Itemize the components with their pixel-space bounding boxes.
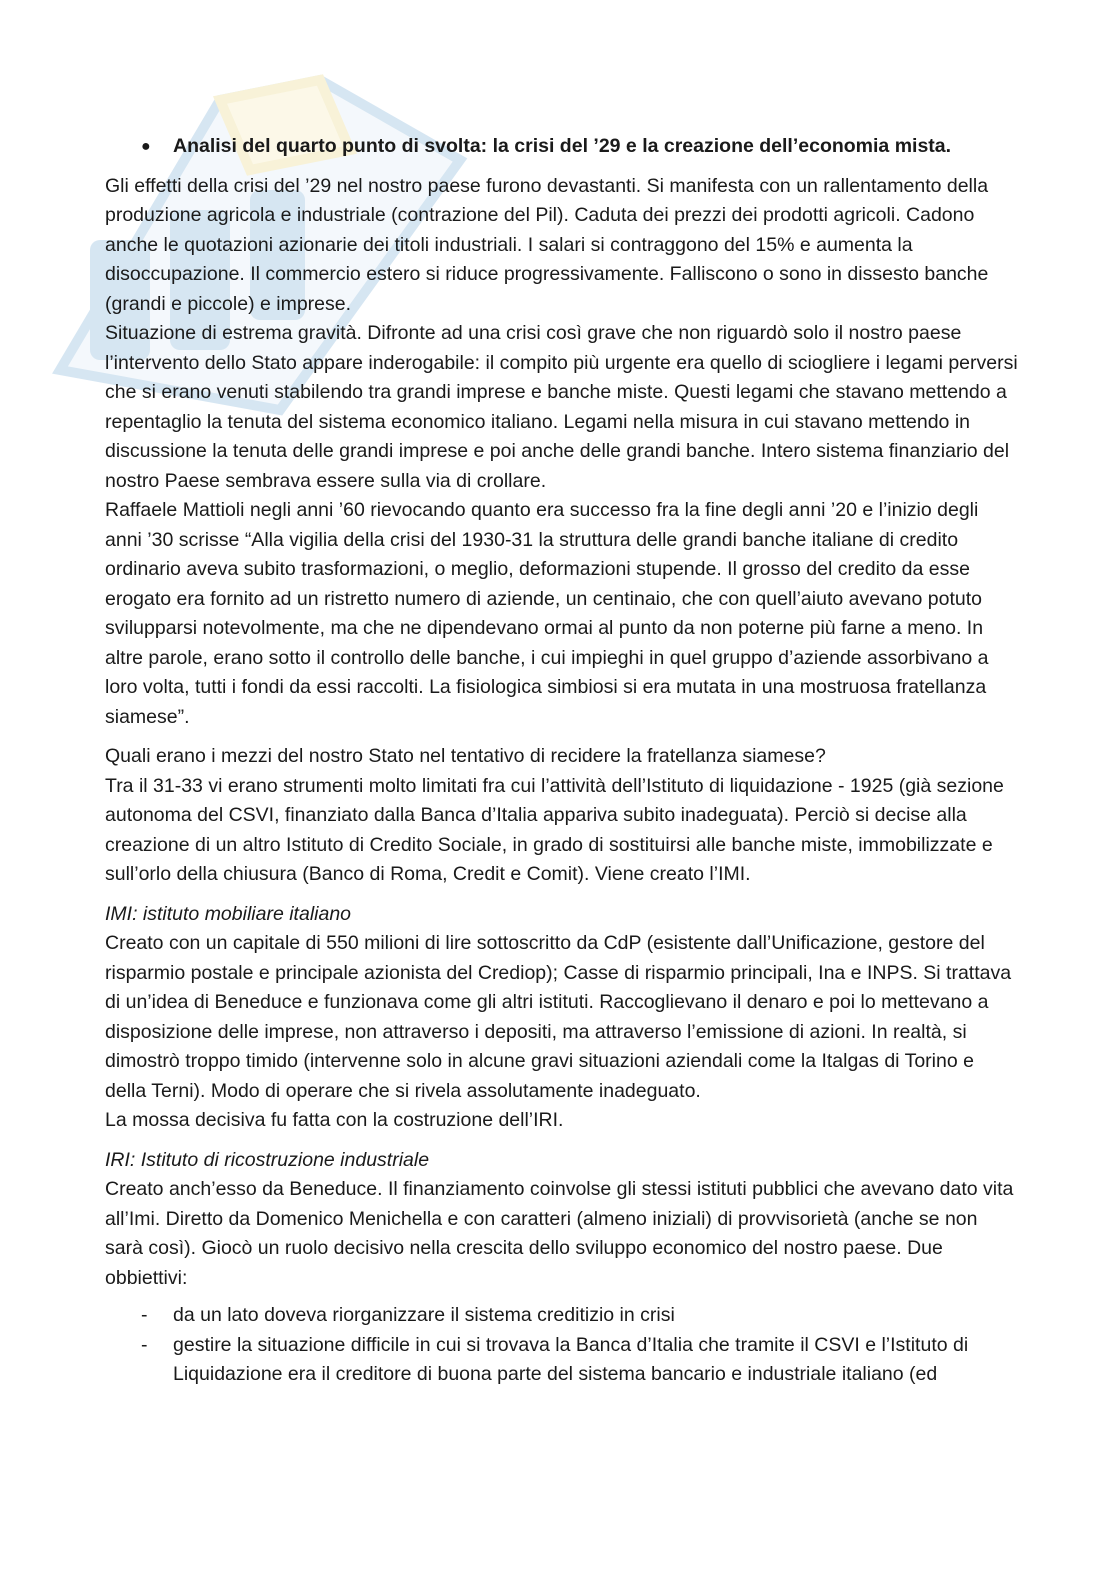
list-item-text: gestire la situazione difficile in cui si trovava la Banca d’Italia che tramite il CSVI e l’Istituto di Liquidazione era il creditore di buona parte del sistema bancario e industriale italiano (ed: [173, 1333, 969, 1385]
dash-icon: -: [141, 1333, 148, 1356]
bullet-icon: ●: [141, 138, 151, 155]
iri-paragraph: Creato anch’esso da Beneduce. Il finanziamento coinvolse gli stessi istituti pubblici che avevano dato vita all’Imi. Diretto da Domenico Menichella e con caratteri (almeno iniziali) di provvisorietà (anche se non sarà così). Giocò un ruolo decisivo nella crescita dello sviluppo economico del nostro paese. Due obbiettivi:: [105, 1178, 1014, 1289]
list-item-text: da un lato doveva riorganizzare il sistema creditizio in crisi: [173, 1304, 675, 1326]
paragraph-situation: Situazione di estrema gravità. Difronte ad una crisi così grave che non riguardò solo il nostro paese l’intervento dello Stato appare inderogabile: il compito più urgente era quello di sciogliere i legami perversi che si erano venuti stabilendo tra grandi imprese e banche miste. Questi legami che stavano mettendo a repentaglio la tenuta del sistema economico italiano. Legami nella misura in cui stavano mettendo in discussione la tenuta delle grandi imprese e poi anche delle grandi banche. Intero sistema finanziario del nostro Paese sembrava essere sulla via di crollare.: [105, 322, 1018, 492]
document-page: [105, 132, 1020, 1390]
paragraph-effects: Gli effetti della crisi del ’29 nel nostro paese furono devastanti. Si manifesta con un rallentamento della produzione agricola e industriale (contrazione del Pil). Caduta dei prezzi dei prodotti agricoli. Cadono anche le quotazioni azionarie dei titoli industriali. I salari si contraggono del 15% e aumenta la disoccupazione. Il commercio estero si riduce progressivamente. Falliscono o sono in dissesto banche (grandi e piccole) e imprese.: [105, 174, 989, 315]
paragraph-mattioli-quote: Raffaele Mattioli negli anni ’60 rievocando quanto era successo fra la fine degli anni ’20 e l’inizio degli anni ’30 scrisse “Alla vigilia della crisi del 1930-31 la struttura delle grandi banche italiane di credito ordinario aveva subito trasformazioni, o meglio, deformazioni stupende. Il grosso del credito da esse erogato era fornito ad un ristretto numero di aziende, un centinaio, che con quell’aiuto avevano potuto svilupparsi notevolmente, ma che ne dipendevano ormai al punto da non poterne più farne a meno. In altre parole, erano sotto il controllo delle banche, i cui impieghi in quel gruppo d’aziende assorbivano a loro volta, tutti i fondi da essi raccolti. La fisiologica simbiosi si era mutata in una mostruosa fratellanza siamese”.: [105, 499, 989, 728]
section-heading-text: Analisi del quarto punto di svolta: la crisi del ’29 e la creazione dell’economia mista.: [173, 135, 952, 157]
dash-icon: -: [141, 1304, 148, 1326]
paragraph-question: Quali erano i mezzi del nostro Stato nel tentativo di recidere la fratellanza siamese?: [105, 745, 826, 767]
section-heading: [105, 132, 1020, 162]
imi-subheading: IMI: istituto mobiliare italiano: [105, 902, 352, 925]
imi-conclusion: La mossa decisiva fu fatta con la costruzione dell’IRI.: [105, 1109, 564, 1131]
iri-subheading: IRI: Istituto di ricostruzione industriale: [105, 1148, 430, 1171]
list-item: [105, 1301, 1020, 1331]
paragraph-instruments: Tra il 31-33 vi erano strumenti molto limitati fra cui l’attività dell’Istituto di liquidazione - 1925 (già sezione autonoma del CSVI, finanziato dalla Banca d’Italia appariva subito inadeguata). Perciò si decise alla creazione di un altro Istituto di Credito Sociale, in grado di sostituirsi alle banche miste, immobilizzate e sull’orlo della chiusura (Banco di Roma, Credit e Comit). Viene creato l’IMI.: [105, 774, 1004, 885]
list-item: [105, 1331, 1020, 1390]
imi-paragraph: Creato con un capitale di 550 milioni di lire sottoscritto da CdP (esistente dall’Unificazione, gestore del risparmio postale e principale azionista del Crediop); Casse di risparmio principali, Ina e INPS. Si trattava di un’idea di Beneduce e funzionava come gli altri istituti. Raccoglievano il denaro e poi lo mettevano a disposizione delle imprese, non attraverso i depositi, ma attraverso l’emissione di azioni. In realtà, si dimostrò troppo timido (intervenne solo in alcune gravi situazioni aziendali come la Italgas di Torino e della Terni). Modo di operare che si rivela assolutamente inadeguato.: [105, 932, 1012, 1102]
objectives-list: [105, 1301, 1020, 1390]
